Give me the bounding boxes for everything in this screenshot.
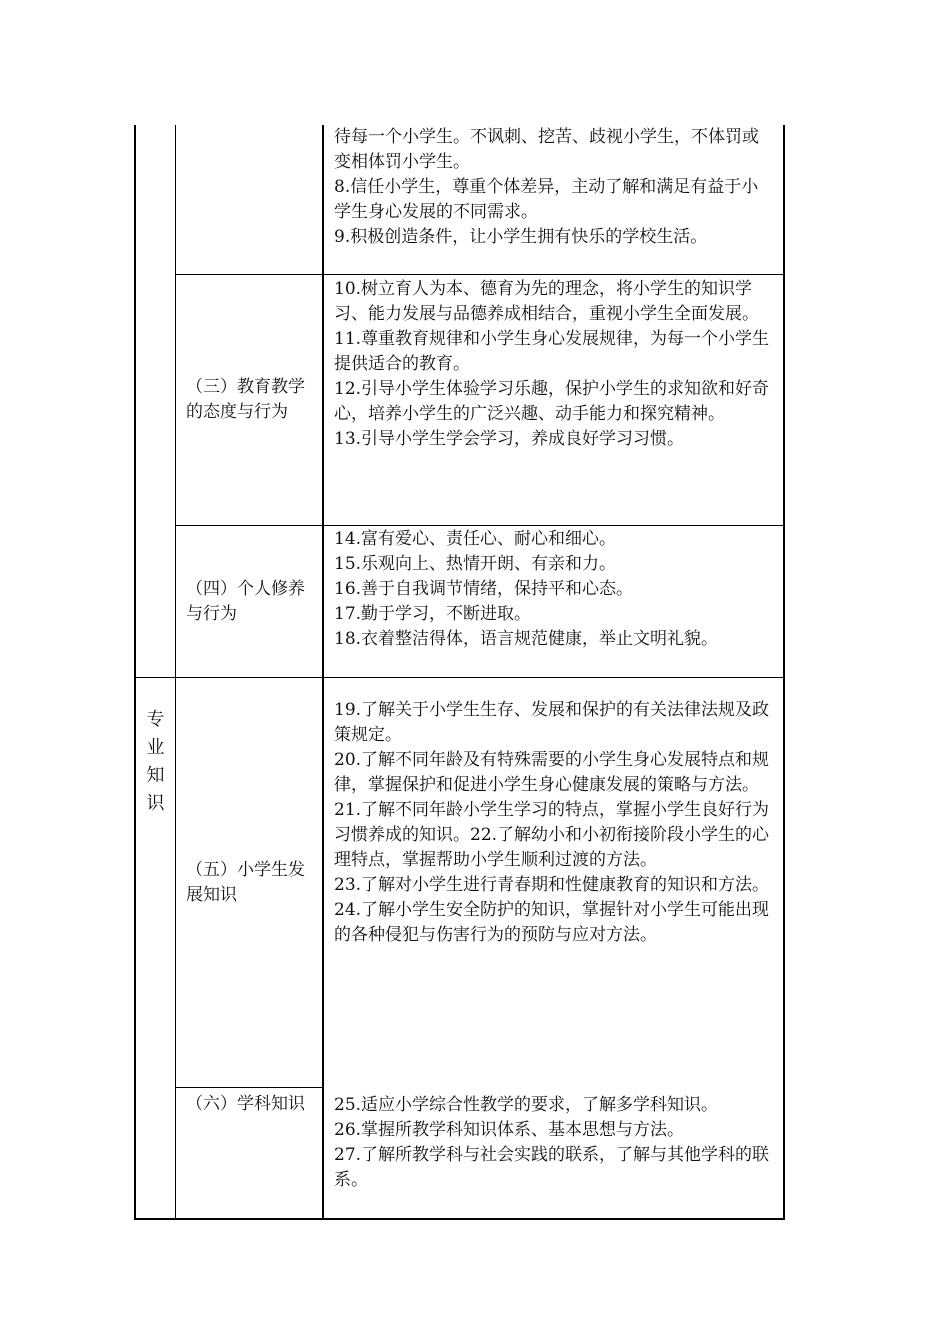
content-item: 21.了解不同年龄小学生学习的特点，掌握小学生良好行为习惯养成的知识。22.了解幼小和小初衔接阶段小学生的心理特点，掌握帮助小学生顺利过渡的方法。 [334, 800, 770, 870]
content-item: 8.信任小学生，尊重个体差异，主动了解和满足有益于小学生身心发展的不同需求。 [334, 177, 759, 222]
category-label: （六）学科知识 [186, 1094, 305, 1114]
content-item: 10.树立育人为本、德育为先的理念，将小学生的知识学习、能力发展与品德养成相结合，重视小学生全面发展。 [334, 279, 759, 324]
category-cell [176, 678, 322, 1087]
content-item: 12.引导小学生体验学习乐趣，保护小学生的求知欲和好奇心，培养小学生的广泛兴趣、动手能力和探究精神。 [334, 379, 770, 424]
content-item: 17.勤于学习，不断进取。 [334, 604, 532, 624]
content-item: 13.引导小学生学会学习，养成良好学习习惯。 [334, 429, 685, 449]
content-item: 待每一个小学生。不讽刺、挖苦、歧视小学生，不体罚或变相体罚小学生。 [334, 127, 759, 172]
content-item: 19.了解关于小学生生存、发展和保护的有关法律法规及政策规定。 [334, 700, 770, 745]
table-border-right [783, 125, 785, 1220]
content-item: 15.乐观向上、热情开朗、有亲和力。 [334, 554, 617, 574]
table-border-left [134, 125, 136, 1220]
category-cell [176, 526, 322, 677]
content-item: 27.了解所教学科与社会实践的联系，了解与其他学科的联系。 [334, 1145, 770, 1190]
content-item: 9.积极创造条件，让小学生拥有快乐的学校生活。 [334, 227, 708, 247]
content-item: 26.掌握所教学科知识体系、基本思想与方法。 [334, 1120, 685, 1140]
category-cell [176, 275, 322, 525]
content-item: 11.尊重教育规律和小学生身心发展规律，为每一个小学生提供适合的教育。 [334, 329, 770, 374]
content-item: 16.善于自我调节情绪，保持平和心态。 [334, 579, 634, 599]
content-cell [324, 125, 783, 274]
row-divider-inner [175, 1087, 323, 1088]
content-item: 20.了解不同年龄及有特殊需要的小学生身心发展特点和规律，掌握保护和促进小学生身心健康发展的策略与方法。 [334, 750, 770, 795]
content-item: 23.了解对小学生进行青春期和性健康教育的知识和方法。 [334, 875, 770, 895]
category-label: （五）小学生发展知识 [186, 859, 305, 905]
category-label: （三）教育教学的态度与行为 [186, 377, 305, 422]
content-item: 25.适应小学综合性教学的要求，了解多学科知识。 [334, 1095, 719, 1115]
content-cell [324, 277, 783, 525]
content-cell [324, 527, 783, 677]
content-item: 14.富有爱心、责任心、耐心和细心。 [334, 529, 617, 549]
dimension-label: 专 业 知 识 [146, 709, 165, 814]
table-border-bottom [134, 1218, 785, 1220]
content-item: 24.了解小学生安全防护的知识，掌握针对小学生可能出现的各种侵犯与伤害行为的预防与应对方法。 [334, 900, 770, 945]
category-label: （四）个人修养与行为 [186, 578, 305, 624]
content-item: 18.衣着整洁得体，语言规范健康，举止文明礼貌。 [334, 629, 719, 649]
content-cell [324, 1093, 783, 1213]
category-cell [176, 1092, 322, 1117]
content-cell [324, 698, 783, 998]
